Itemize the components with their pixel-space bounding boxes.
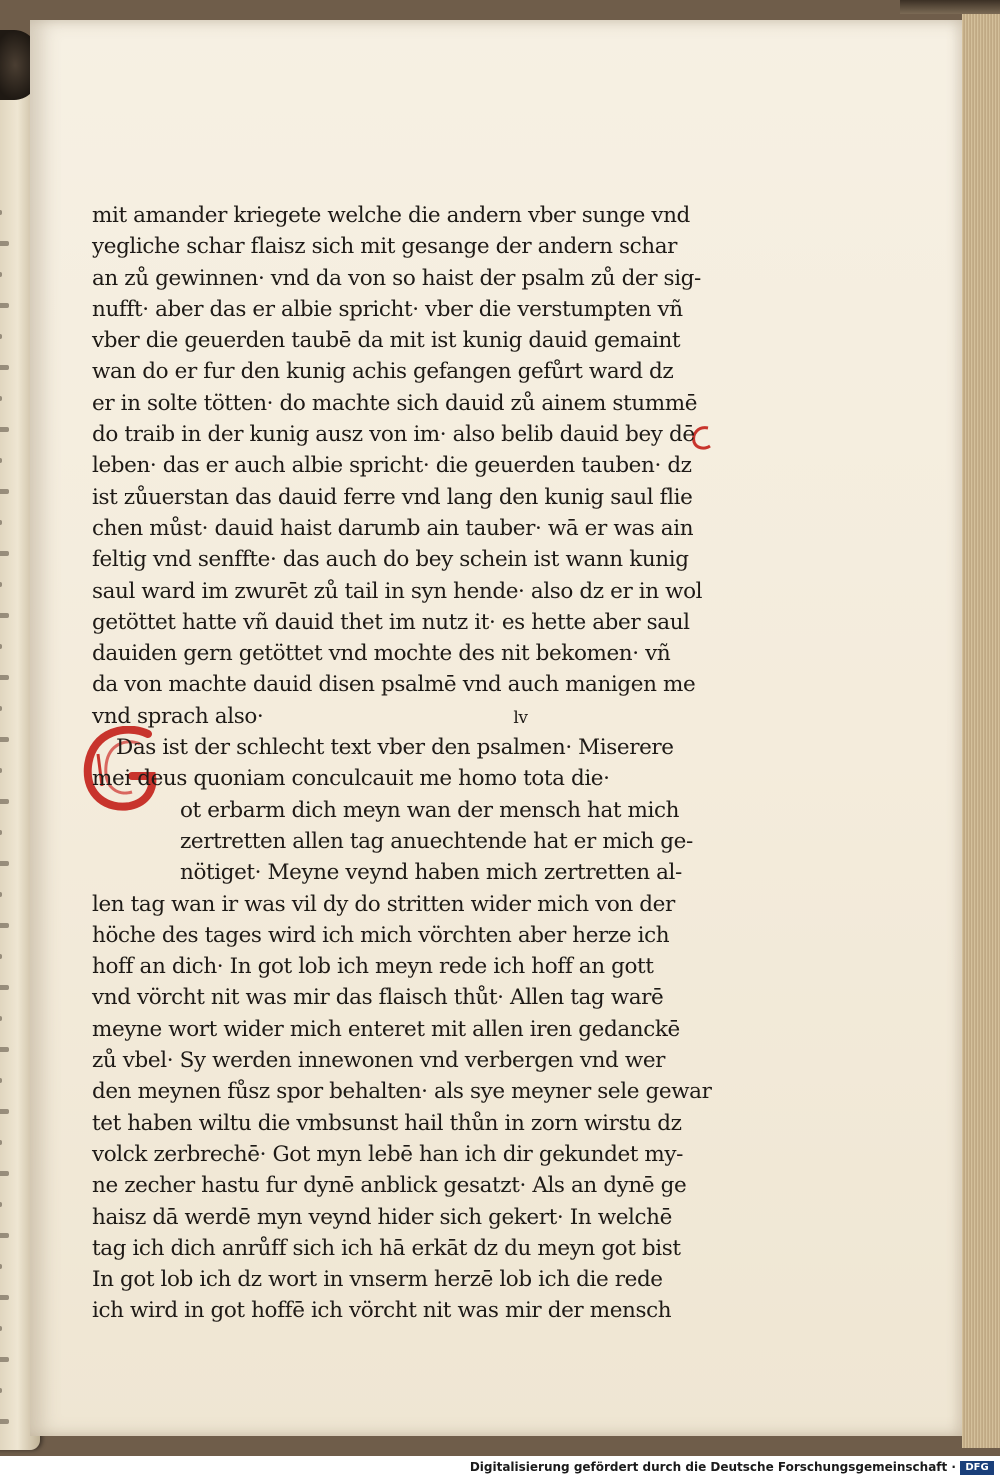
book-top-edge [900, 0, 1000, 14]
text-line: chen můst· dauid haist darumb ain tauber· wā er was ain [92, 515, 694, 541]
text-line: ist zůuerstan das dauid ferre vnd lang den kunig saul flie [92, 484, 693, 510]
text-line: mei deus quoniam conculcauit me homo tota die· [92, 766, 610, 792]
bleed-through-line [0, 489, 9, 494]
bleed-through-line [0, 458, 2, 463]
text-line: wan do er fur den kunig achis gefangen gefůrt ward dz [92, 359, 674, 385]
text-line: zů vbel· Sy werden innewonen vnd verbergen vnd wer [92, 1048, 666, 1074]
bleed-through-line [0, 644, 2, 649]
bleed-through-line [0, 427, 9, 432]
bleed-through-line [0, 675, 9, 680]
text-line: den meynen fůsz spor behalten· als sye meyner sele gewar [92, 1079, 712, 1105]
text-line: meyne wort wider mich enteret mit allen iren gedanckē [92, 1016, 680, 1042]
text-line: hoff an dich· In got lob ich meyn rede ich hoff an gott [92, 954, 654, 980]
text-line: nötiget· Meyne veynd haben mich zertretten al- [180, 860, 682, 886]
text-line: haisz dā werdē myn veynd hider sich gekert· In welchē [92, 1204, 672, 1230]
text-line: tag ich dich anrůff sich ich hā erkāt dz du meyn got bist [92, 1235, 681, 1261]
bleed-through-line [0, 1233, 9, 1238]
bleed-through-line [0, 1388, 2, 1393]
funding-credit: Digitalisierung gefördert durch die Deutsche Forschungsgemeinschaft · [469, 1460, 956, 1474]
bleed-through-line [0, 272, 2, 277]
bleed-through-line [0, 1016, 2, 1021]
text-line: getöttet hatte vñ dauid thet im nutz it· es hette aber saul [92, 609, 690, 635]
bleed-through-line [0, 737, 9, 742]
bleed-through-line [0, 365, 9, 370]
text-line: Das ist der schlecht text vber den psalmen· Miserere [116, 735, 674, 761]
text-line: In got lob ich dz wort in vnserm herzē lob ich die rede [92, 1267, 663, 1293]
bleed-through-line [0, 830, 2, 835]
text-line-content: vnd sprach also· [92, 703, 264, 729]
bleed-through-line [0, 334, 2, 339]
bleed-through-line [0, 1295, 9, 1300]
text-line: mit amander kriegete welche die andern vber sunge vnd [92, 203, 690, 228]
bleed-through-line [0, 1419, 9, 1424]
text-line: er in solte tötten· do machte sich dauid zů ainem stummē [92, 390, 698, 416]
printed-text-block [92, 200, 712, 1327]
text-line: an zů gewinnen· vnd da von so haist der psalm zů der sig- [92, 265, 701, 291]
footer-bar [0, 1456, 1000, 1481]
marginal-note: lv [513, 707, 528, 728]
bleed-through-line [0, 613, 9, 618]
bleed-through-line [0, 303, 9, 308]
text-line: feltig vnd senffte· das auch do bey schein ist wann kunig [92, 547, 689, 573]
bleed-through-line [0, 1109, 9, 1114]
text-line: vber die geuerden taubē da mit ist kunig dauid gemaint [92, 328, 681, 354]
bleed-through-line [0, 954, 2, 959]
bleed-through-line [0, 1078, 2, 1083]
bleed-through-line [0, 861, 9, 866]
text-line: ne zecher hastu fur dynē anblick gesatzt· Als an dynē ge [92, 1173, 687, 1199]
bleed-through-line [0, 551, 9, 556]
text-line: tet haben wiltu die vmbsunst hail thůn in zorn wirstu dz [92, 1110, 682, 1136]
bleed-through-line [0, 923, 9, 928]
bleed-through-line [0, 892, 2, 897]
text-line: ich wird in got hoffē ich vörcht nit was mir der mensch [92, 1298, 672, 1324]
bleed-through-line [0, 985, 9, 990]
text-line: vnd vörcht nit was mir das flaisch thůt· Allen tag warē [92, 985, 664, 1011]
bleed-through-line [0, 1140, 2, 1145]
text-line: nufft· aber das er albie spricht· vber die verstumpten vñ [92, 296, 683, 322]
bleed-through-line [0, 1357, 9, 1362]
text-line: volck zerbrechē· Got myn lebē han ich dir gekundet my- [92, 1141, 684, 1167]
text-line: höche des tages wird ich mich vörchten aber herze ich [92, 922, 670, 948]
bleed-through-line [0, 582, 2, 587]
bleed-through-line [0, 210, 2, 215]
bleed-through-line [0, 1326, 2, 1331]
bleed-through-line [0, 1264, 2, 1269]
text-line: zertretten allen tag anuechtende hat er mich ge- [180, 828, 693, 854]
text-line [92, 701, 704, 732]
book-fore-edge [962, 8, 1000, 1448]
bleed-through-line [0, 706, 2, 711]
dfg-logo: DFG [960, 1461, 994, 1475]
bleed-through-line [0, 396, 2, 401]
bleed-through-line [0, 768, 2, 773]
bleed-through-line [0, 1202, 2, 1207]
bleed-through-line [0, 241, 9, 246]
text-line: leben· das er auch albie spricht· die geuerden tauben· dz [92, 453, 692, 479]
text-line: len tag wan ir was vil dy do stritten wider mich von der [92, 891, 675, 917]
bleed-through-line [0, 799, 9, 804]
text-line: dauiden gern getöttet vnd mochte des nit bekomen· vñ [92, 641, 671, 667]
bleed-through-line [0, 520, 2, 525]
text-line: ot erbarm dich meyn wan der mensch hat mich [180, 797, 680, 823]
text-line: do traib in der kunig ausz von im· also belib dauid bey dē [92, 422, 695, 448]
text-line: yegliche schar flaisz sich mit gesange der andern schar [92, 234, 678, 260]
bleed-through-line [0, 1171, 9, 1176]
bleed-through-line [0, 1047, 9, 1052]
text-line: da von machte dauid disen psalmē vnd auch manigen me [92, 672, 696, 698]
text-line: saul ward im zwurēt zů tail in syn hende· also dz er in wol [92, 578, 703, 604]
